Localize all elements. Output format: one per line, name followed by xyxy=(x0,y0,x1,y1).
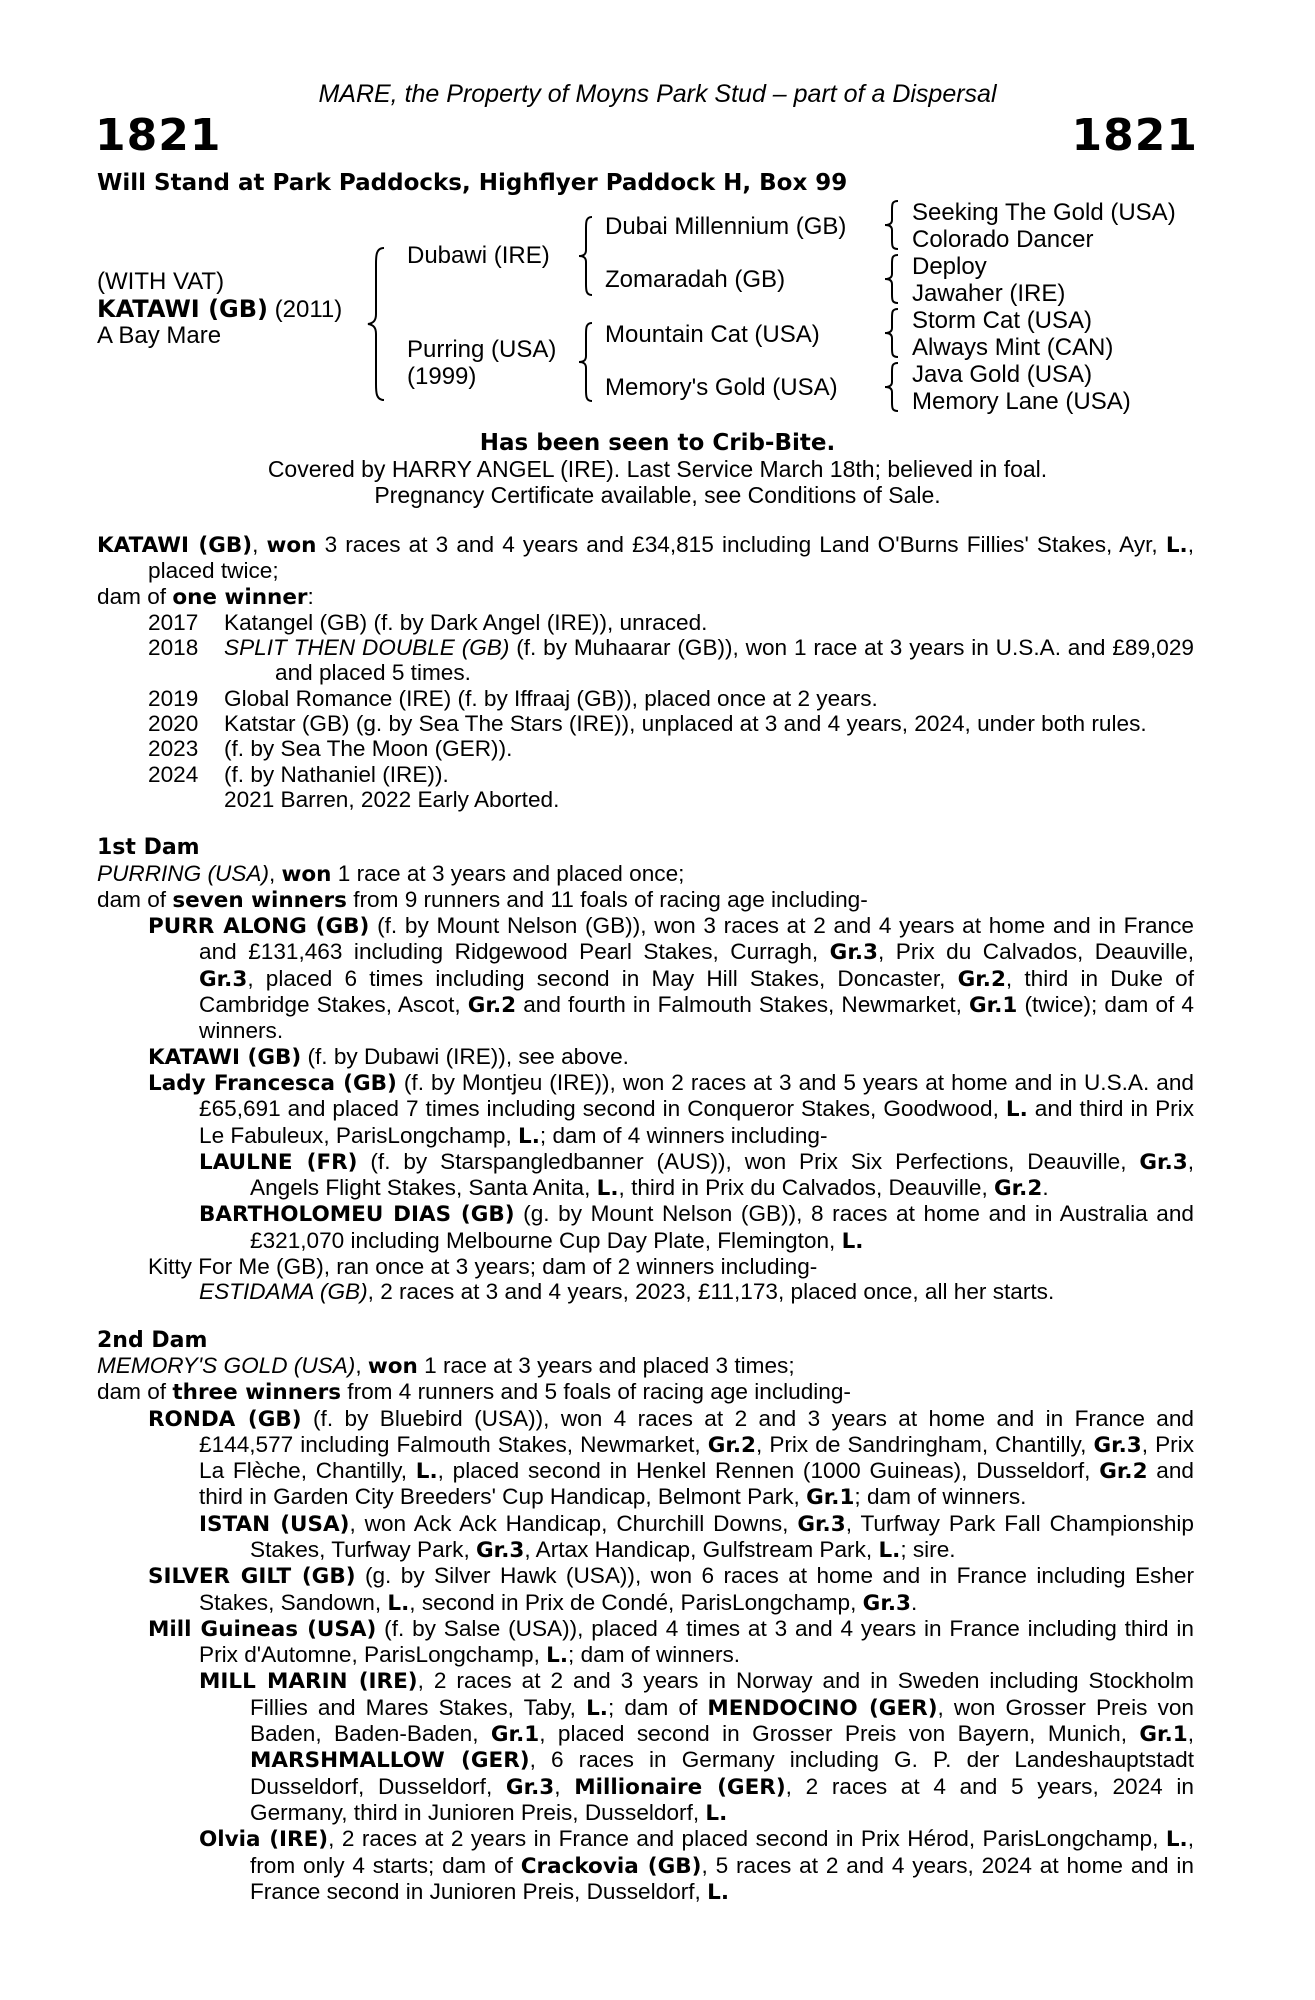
produce-name: MILL MARIN (IRE) xyxy=(199,1669,418,1695)
listed-badge: L. xyxy=(586,1695,608,1721)
first-dam-heading: 1st Dam xyxy=(97,835,200,861)
foal-text: 2021 Barren, 2022 Early Aborted. xyxy=(224,786,560,812)
listed-badge: L. xyxy=(546,1643,569,1669)
produce-text: , 2 races at 4 and 5 years, 2024 in Germany, third in Junioren Preis, Dusseldorf, xyxy=(250,1773,1194,1825)
produce-text: , xyxy=(554,1773,575,1799)
dam-sire: Mountain Cat (USA) xyxy=(605,321,820,348)
grade-badge: Gr.1 xyxy=(806,1485,855,1511)
produce-estidama xyxy=(199,1279,1194,1304)
foal-text: (f. by Sea The Moon (GER)). xyxy=(224,736,513,762)
produce-name: Millionaire (GER) xyxy=(574,1774,786,1800)
produce-name: RONDA (GB) xyxy=(148,1406,302,1432)
listed-badge: L. xyxy=(841,1228,864,1254)
dam-of-label: dam of xyxy=(97,583,173,609)
sire-dam: Zomaradah (GB) xyxy=(605,266,786,293)
produce-name: PURR ALONG (GB) xyxy=(148,914,370,940)
ancestor-ddd: Memory Lane (USA) xyxy=(912,388,1131,415)
ancestor-dss: Storm Cat (USA) xyxy=(912,307,1093,334)
produce-text: , 6 races in Germany including G. P. der Landeshauptstadt Dusseldorf, Dusseldorf, xyxy=(250,1747,1194,1799)
foal-year: 2019 xyxy=(148,685,199,711)
pedigree-brace-1 xyxy=(880,198,904,252)
produce-text: , 5 races at 2 and 4 years, 2024 at home and in France second in Junioren Preis, Dusseldorf, xyxy=(250,1852,1194,1904)
record-paragraph: KATAWI (GB), won 3 races at 3 and 4 years and £34,815 including Land O'Burns Fillies' Stakes, Ayr, L., placed twice; xyxy=(97,532,1194,584)
listed-badge: L. xyxy=(1165,533,1188,558)
listed-badge: L. xyxy=(518,1123,540,1149)
grade-badge: Gr.3 xyxy=(1093,1432,1142,1458)
produce-name: BARTHOLOMEU DIAS (GB) xyxy=(199,1202,515,1228)
first-dam-name: PURRING (USA) xyxy=(97,860,269,886)
record-text: 3 races at 3 and 4 years and £34,815 including Land O'Burns Fillies' Stakes, Ayr, xyxy=(316,532,1166,557)
pedigree-brace-3 xyxy=(880,306,904,360)
foal-year xyxy=(148,787,224,812)
listed-badge: L. xyxy=(596,1176,619,1202)
first-dam-text: 1 race at 3 years and placed once; xyxy=(331,860,685,886)
produce-text: , won Grosser Preis von Baden, Baden-Baden, xyxy=(250,1694,1194,1747)
grade-badge: Gr.2 xyxy=(994,1176,1043,1202)
vat-note: (WITH VAT) xyxy=(97,268,225,295)
produce-text: , Artax Handicap, Gulfstream Park, xyxy=(524,1536,879,1562)
pedigree-brace-4 xyxy=(880,360,904,414)
ancestor-ssd: Colorado Dancer xyxy=(912,226,1094,253)
produce-text: , Turfway Park Fall Championship Stakes, Turfway Park, xyxy=(250,1510,1194,1562)
grade-badge: Gr.3 xyxy=(829,940,878,966)
record-end: , placed twice; xyxy=(148,532,1194,584)
grade-badge: Gr.3 xyxy=(1139,1149,1188,1175)
grade-badge: Gr.2 xyxy=(707,1432,756,1458)
foal-year: 2018 xyxy=(148,635,199,661)
produce-bartholomeu-dias xyxy=(199,1201,1194,1254)
foal-text: (f. by Nathaniel (IRE)). xyxy=(224,761,449,787)
produce-name: Olvia (IRE) xyxy=(199,1827,329,1853)
produce-text: and third in Prix Le Fabuleux, ParisLongchamp, xyxy=(199,1096,1194,1148)
produce-text: (f. by Bluebird (USA)), won 4 races at 2 and 3 years at home and in France and £144,577 including Falmouth Stakes, Newmarket, xyxy=(199,1405,1194,1457)
grade-badge: Gr.2 xyxy=(1099,1459,1148,1485)
foal-year: 2017 xyxy=(148,609,199,635)
produce-name: Mill Guineas (USA) xyxy=(148,1616,377,1642)
produce-text: ; dam of 4 winners including- xyxy=(539,1122,828,1148)
listed-badge: L. xyxy=(387,1590,410,1616)
foal-text: Katangel (GB) (f. by Dark Angel (IRE)), unraced. xyxy=(224,609,708,635)
produce-text: (f. by Starspangledbanner (AUS)), won Prix Six Perfections, Deauville, xyxy=(357,1148,1140,1174)
foal-text xyxy=(224,635,1194,686)
produce-istan xyxy=(199,1511,1194,1564)
produce-text: (f. by Dubawi (IRE)), see above. xyxy=(301,1043,629,1069)
catalogue-body xyxy=(97,532,1194,1905)
horse-name-line xyxy=(97,295,342,324)
produce-name: Crackovia (GB) xyxy=(520,1853,702,1879)
produce-text: (g. by Silver Hawk (USA)), won 6 races at home and in France including Esher Stakes, Sandown, xyxy=(199,1563,1194,1615)
produce-text: . xyxy=(910,1589,918,1615)
produce-text: ; dam of winners. xyxy=(854,1484,1027,1510)
first-dam-won: won xyxy=(281,861,332,887)
lot-number-left: 1821 xyxy=(95,110,222,161)
produce-name: ESTIDAMA (GB) xyxy=(199,1279,368,1305)
produce-name: KATAWI (GB) xyxy=(148,1044,302,1070)
listed-badge: L. xyxy=(878,1537,901,1563)
produce-text: , won Ack Ack Handicap, Churchill Downs, xyxy=(349,1510,798,1536)
second-dam-runners: from 4 runners and 5 foals of racing age including- xyxy=(341,1379,851,1405)
record-won: won xyxy=(266,533,317,558)
pedigree-brace-sire xyxy=(574,214,598,298)
lot-number-right: 1821 xyxy=(1071,110,1198,161)
listed-badge: L. xyxy=(707,1879,729,1905)
horse-name: KATAWI (GB) xyxy=(97,295,268,323)
produce-text: (f. by Mount Nelson (GB)), won 3 races at 2 and 4 years at home and in France and £131,463 including Ridgewood Pearl Stakes, Curragh, xyxy=(199,913,1194,965)
produce-text: , Angels Flight Stakes, Santa Anita, xyxy=(250,1148,1194,1201)
crib-bite-note: Has been seen to Crib-Bite. xyxy=(479,430,836,456)
produce-text: , 2 races at 2 years in France and placed second in Prix Hérod, ParisLongchamp, xyxy=(328,1826,1166,1852)
foals-list xyxy=(97,610,1194,812)
second-dam-produce xyxy=(97,1379,1194,1405)
foal-year: 2024 xyxy=(148,761,199,787)
produce-text: , placed second in Henkel Rennen (1000 Guineas), Dusseldorf, xyxy=(437,1458,1100,1484)
grade-badge: Gr.3 xyxy=(505,1774,555,1800)
produce-name: Lady Francesca (GB) xyxy=(148,1070,397,1096)
produce-text: . xyxy=(1042,1175,1049,1201)
produce-name: MENDOCINO (GER) xyxy=(707,1695,938,1721)
foal-text: Katstar (GB) (g. by Sea The Stars (IRE)), unplaced at 3 and 4 years, 2024, under both rules. xyxy=(224,711,1147,737)
listed-badge: L. xyxy=(1165,1827,1188,1853)
grade-badge: Gr.2 xyxy=(467,993,517,1019)
second-dam-name: MEMORY'S GOLD (USA) xyxy=(97,1352,356,1378)
produce-text: (twice); dam of 4 winners. xyxy=(199,992,1194,1044)
listed-badge: L. xyxy=(415,1459,438,1485)
produce-text: (f. by Montjeu (IRE)), won 2 races at 3 and 5 years at home and in U.S.A. and £65,691 and placed 7 times including second in Conqueror Stakes, Goodwood, xyxy=(199,1069,1194,1122)
first-dam-of: dam of xyxy=(97,886,173,912)
produce-text: ; dam of xyxy=(607,1694,708,1720)
produce-text: and third in Garden City Breeders' Cup Handicap, Belmont Park, xyxy=(199,1458,1194,1510)
produce-name: LAULNE (FR) xyxy=(199,1149,358,1175)
grade-badge: Gr.1 xyxy=(490,1722,540,1748)
produce-mill-guineas xyxy=(148,1616,1194,1669)
produce-text: , Prix du Calvados, Deauville, xyxy=(877,939,1194,965)
produce-text: , Prix de Sandringham, Chantilly, xyxy=(756,1431,1094,1457)
first-dam-produce xyxy=(97,887,1194,913)
ancestor-dds: Java Gold (USA) xyxy=(912,361,1093,388)
second-dam-record: MEMORY'S GOLD (USA), won 1 race at 3 years and placed 3 times; xyxy=(97,1352,795,1379)
produce-name: MARSHMALLOW (GER) xyxy=(250,1748,530,1774)
covered-note: Covered by HARRY ANGEL (IRE). Last Service March 18th; believed in foal. xyxy=(267,456,1048,482)
listed-badge: L. xyxy=(1005,1097,1028,1123)
second-dam-heading: 2nd Dam xyxy=(97,1327,208,1353)
produce-text: , from only 4 starts; dam of xyxy=(250,1826,1194,1878)
second-dam-text: 1 race at 3 years and placed 3 times; xyxy=(417,1352,795,1378)
grade-badge: Gr.3 xyxy=(862,1590,911,1616)
produce-text: , second in Prix de Condé, ParisLongchamp, xyxy=(409,1589,863,1615)
grade-badge: Gr.2 xyxy=(957,966,1006,992)
produce-laulne xyxy=(199,1149,1194,1202)
second-dam-won: won xyxy=(367,1353,418,1379)
produce-olvia xyxy=(199,1826,1194,1905)
produce-kitty-for-me: Kitty For Me (GB), ran once at 3 years; dam of 2 winners including- xyxy=(148,1254,818,1280)
first-dam-runners: from 9 runners and 11 foals of racing age including- xyxy=(346,886,868,912)
ancestor-sss: Seeking The Gold (USA) xyxy=(912,199,1176,226)
produce-text: , 2 races at 3 and 4 years, 2023, £11,173, placed once, all her starts. xyxy=(367,1279,1055,1305)
produce-name: SILVER GILT (GB) xyxy=(148,1564,356,1590)
produce-ronda xyxy=(148,1406,1194,1511)
ancestor-sds: Deploy xyxy=(912,253,987,280)
grade-badge: Gr.1 xyxy=(1139,1722,1188,1748)
produce-lady-francesca xyxy=(148,1070,1194,1149)
produce-text: , xyxy=(1187,1721,1194,1747)
first-dam-winners: seven winners xyxy=(172,887,347,913)
horse-year: (2011) xyxy=(268,296,343,323)
dam-name: Purring (USA) xyxy=(407,336,557,363)
produce-name: ISTAN (USA) xyxy=(199,1511,350,1537)
dam-year: (1999) xyxy=(407,363,477,390)
record-horse-name: KATAWI (GB) xyxy=(97,533,253,558)
dam-of-line xyxy=(97,584,1194,610)
foal-year: 2020 xyxy=(148,711,199,737)
produce-text: , third in Duke of Cambridge Stakes, Ascot, xyxy=(199,965,1194,1018)
foal-detail: (f. by Muhaarar (GB)), won 1 race at 3 years in U.S.A. and £89,029 and placed 5 times. xyxy=(275,635,1194,686)
pregnancy-note: Pregnancy Certificate available, see Conditions of Sale. xyxy=(374,482,941,508)
dam-of-colon: : xyxy=(307,583,314,609)
sale-subtitle: MARE, the Property of Moyns Park Stud – part of a Dispersal xyxy=(318,80,997,108)
dam-dam: Memory's Gold (USA) xyxy=(605,374,838,401)
first-dam-record: PURRING (USA), won 1 race at 3 years and placed once; xyxy=(97,860,685,887)
sire-sire: Dubai Millennium (GB) xyxy=(605,213,847,240)
winners-count: one winner xyxy=(172,584,308,610)
foal-year: 2023 xyxy=(148,736,199,762)
produce-text: ; dam of winners. xyxy=(568,1642,741,1668)
ancestor-dsd: Always Mint (CAN) xyxy=(912,334,1114,361)
produce-text: , 2 races at 2 and 3 years in Norway and in Sweden including Stockholm Fillies and Mares Stakes, Taby, xyxy=(250,1668,1195,1720)
produce-text: (f. by Salse (USA)), placed 4 times at 3 and 4 years in France including third in Prix d'Automne, ParisLongchamp, xyxy=(199,1615,1194,1668)
listed-badge: L. xyxy=(705,1800,728,1826)
produce-text: , placed second in Grosser Preis von Bayern, Munich, xyxy=(539,1721,1140,1747)
produce-mill-marin xyxy=(199,1668,1194,1826)
grade-badge: Gr.3 xyxy=(797,1511,846,1537)
grade-badge: Gr.1 xyxy=(969,993,1018,1019)
produce-katawi xyxy=(148,1044,1194,1070)
stand-location: Will Stand at Park Paddocks, Highflyer Paddock H, Box 99 xyxy=(97,170,848,196)
second-dam-of: dam of xyxy=(97,1379,173,1405)
produce-text: , Prix La Flèche, Chantilly, xyxy=(199,1431,1194,1484)
pedigree-brace-main xyxy=(362,244,392,404)
produce-text: and fourth in Falmouth Stakes, Newmarket, xyxy=(516,992,970,1018)
pedigree-brace-2 xyxy=(880,252,904,306)
ancestor-sdd: Jawaher (IRE) xyxy=(912,280,1066,307)
produce-purr-along xyxy=(148,913,1194,1043)
foal-text: Global Romance (IRE) (f. by Iffraaj (GB)), placed once at 2 years. xyxy=(224,685,878,711)
produce-text: ; sire. xyxy=(900,1536,956,1562)
second-dam-winners: three winners xyxy=(172,1380,342,1406)
pedigree-brace-dam xyxy=(574,320,598,404)
horse-description: A Bay Mare xyxy=(97,322,222,349)
grade-badge: Gr.3 xyxy=(476,1537,525,1563)
grade-badge: Gr.3 xyxy=(199,966,248,992)
produce-text: (g. by Mount Nelson (GB)), 8 races at home and in Australia and £321,070 including Melbourne Cup Day Plate, Flemington, xyxy=(250,1201,1194,1253)
foal-name: SPLIT THEN DOUBLE (GB) xyxy=(224,635,510,661)
produce-text: , third in Prix du Calvados, Deauville, xyxy=(618,1175,994,1201)
sire-name: Dubawi (IRE) xyxy=(407,242,550,269)
produce-text: , placed 6 times including second in May Hill Stakes, Doncaster, xyxy=(247,965,958,991)
produce-silver-gilt xyxy=(148,1563,1194,1616)
